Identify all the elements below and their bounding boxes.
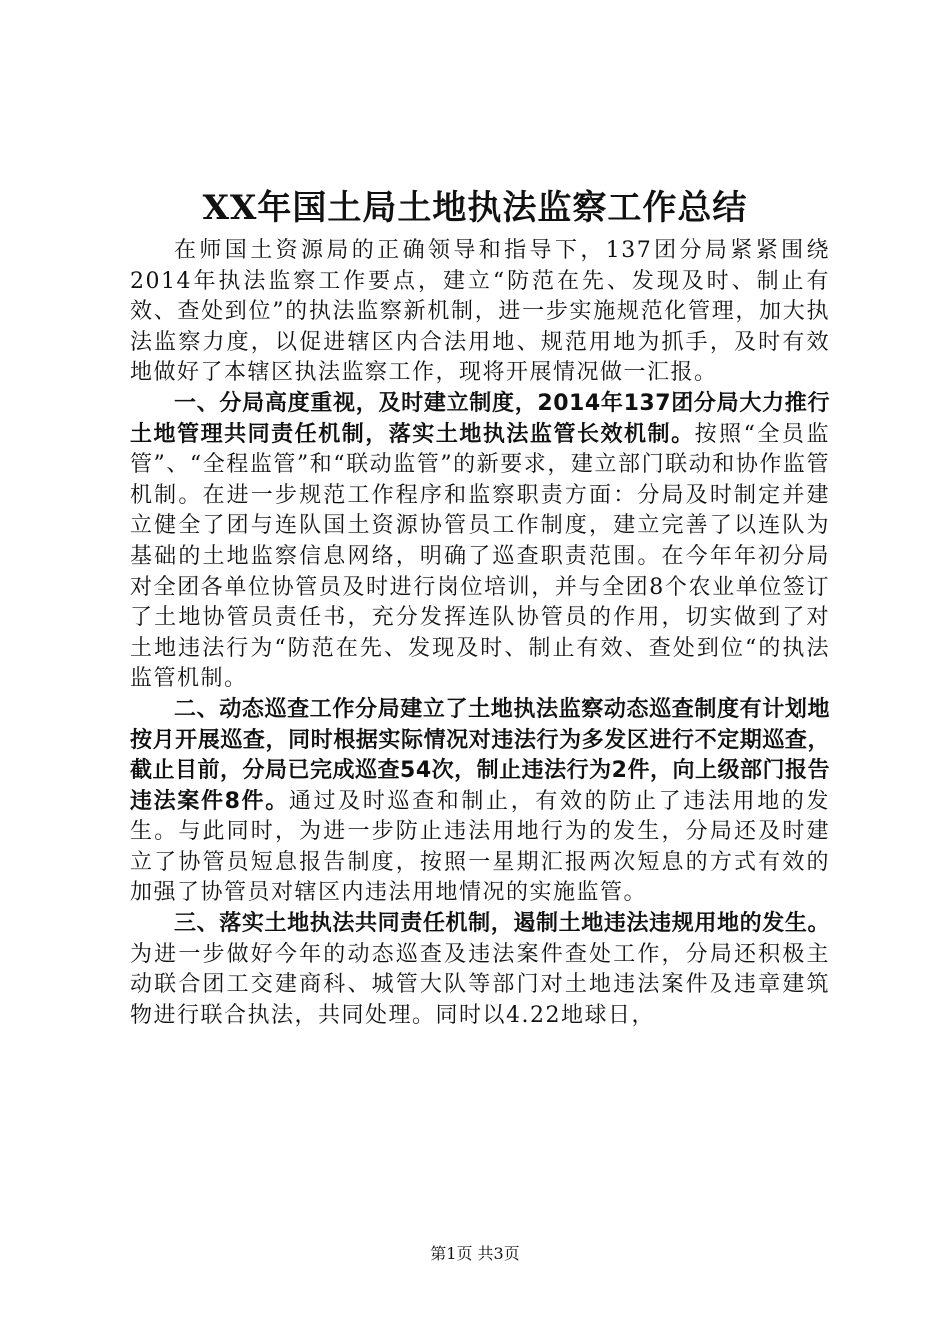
section-2-heading: 二、动态巡查工作分局建立了土地执法监察动态巡查制度有计划地按月开展巡查，同时根据实际情况对违法行为多发区进行不定期巡查，截止目前，分局已完成巡查54次，制止违法行为2件，向上级部门报告违法案件8件。 [130,696,830,814]
document-title: XX年国土局土地执法监察工作总结 [202,188,748,228]
section-3-paragraph [130,909,830,1031]
section-3-heading: 三、落实土地执法共同责任机制，遏制土地违法违规用地的发生。 [174,911,830,937]
section-1-paragraph [130,389,830,695]
section-2-paragraph [130,695,830,909]
document-body [130,236,830,1031]
section-2-body: 通过及时巡查和制止，有效的防止了违法用地的发生。与此同时，为进一步防止违法用地行为的发生，分局还及时建立了协管员短息报告制度，按照一星期汇报两次短息的方式有效的加强了协管员对辖区内违法用地情况的实施监管。 [130,788,830,906]
intro-paragraph: 在师国土资源局的正确领导和指导下，137团分局紧紧围绕2014年执法监察工作要点，建立“防范在先、发现及时、制止有效、查处到位”的执法监察新机制，进一步实施规范化管理，加大执法监察力度，以促进辖区内合法用地、规范用地为抓手，及时有效地做好了本辖区执法监察工作，现将开展情况做一汇报。 [130,238,830,386]
section-3-body: 为进一步做好今年的动态巡查及违法案件查处工作，分局还积极主动联合团工交建商科、城管大队等部门对土地违法案件及违章建筑物进行联合执法，共同处理。同时以4.22地球日， [130,941,830,1028]
page-footer: 第1页 共3页 [430,1244,520,1263]
section-1-heading: 一、分局高度重视，及时建立制度，2014年137团分局大力推行土地管理共同责任机制，落实土地执法监管长效机制。 [130,390,830,447]
section-1-body: 按照“全员监管”、“全程监管”和“联动监管”的新要求，建立部门联动和协作监管机制。在进一步规范工作程序和监察职责方面：分局及时制定并建立健全了团与连队国土资源协管员工作制度，建立完善了以连队为基础的土地监察信息网络，明确了巡查职责范围。在今年年初分局对全团各单位协管员及时进行岗位培训，并与全团8个农业单位签订了土地协管员责任书，充分发挥连队协管员的作用，切实做到了对土地违法行为“防范在先、发现及时、制止有效、查处到位“的执法监管机制。 [130,421,830,692]
